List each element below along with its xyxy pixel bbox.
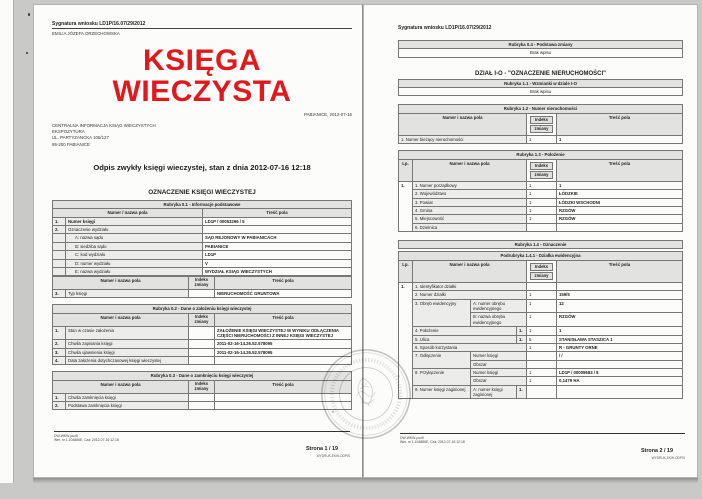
rubryka-0-3-table	[52, 371, 352, 410]
field-value: ŁÓDZKI WSCHODNI	[557, 198, 683, 206]
table-row	[399, 291, 683, 299]
change-index: 1	[527, 369, 557, 377]
change-index	[189, 340, 215, 348]
change-index: 1	[527, 343, 557, 351]
column-header-index: Indeks zmiany	[189, 277, 215, 290]
column-header: Numer / nazwa pola	[53, 209, 203, 217]
ordinal-number: 1.	[399, 181, 413, 231]
field-sublabel: A: numer księgi zaginionej	[471, 385, 517, 399]
column-header: Numer i nazwa pola	[53, 277, 189, 290]
rubryka-band: Rubryka 1.4 - Oznaczenie	[399, 241, 683, 249]
field-label: Chwila zapisania księgi	[66, 340, 189, 348]
change-index: 1	[527, 215, 557, 223]
table-row	[399, 343, 683, 351]
table-row	[53, 259, 352, 267]
field-value: 1	[557, 181, 683, 189]
sub-ordinal: 1.	[517, 385, 527, 399]
row-number: 4.	[53, 357, 66, 365]
ordinal-number: 1.	[399, 283, 413, 399]
footer-note: DW-WKW-poz5	[400, 435, 424, 440]
rubryka-0-1-table	[52, 200, 352, 276]
table-row	[53, 348, 352, 356]
scan-speck	[26, 52, 28, 54]
change-index	[527, 385, 557, 399]
field-value	[557, 223, 683, 231]
row-number: 3.	[53, 348, 66, 356]
change-index: 1	[527, 181, 557, 189]
field-label: D: numer wydziału	[66, 259, 203, 267]
table-row	[399, 385, 683, 399]
change-index	[527, 360, 557, 368]
field-label: 3. Powiat	[413, 198, 527, 206]
field-label: 6. Sposób korzystania	[413, 343, 527, 351]
section-title: OZNACZENIE KSIĘGI WIECZYSTEJ	[148, 189, 256, 196]
footer-note: Wer. nr 1.104886E, Cza: 2012-07-16 12:18	[54, 438, 119, 443]
field-sublabel: Numer księgi	[471, 369, 527, 377]
table-row	[53, 234, 352, 242]
issuer-address-line: 95-200 PABIANICE	[52, 141, 90, 147]
field-label: Data założenia dotychczasowej księgi wieczystej	[66, 357, 189, 365]
field-label: Numer księgi	[66, 217, 203, 225]
field-value	[557, 360, 683, 368]
scan-edge-strip	[0, 0, 14, 483]
table-row	[53, 326, 352, 340]
rubryka-band: Rubryka 0.2 - Dane o założeniu księgi wieczystej	[53, 305, 352, 313]
empty-entry: Brak wpisu	[399, 49, 683, 57]
row-number: 1.	[53, 217, 66, 225]
field-value: ZAŁOŻENIE KSIĘGI WIECZYSTEJ W WYNIKU ODŁĄCZENIA CZĘŚCI NIERUCHOMOŚCI Z INNEJ KSIĘGI WIECZYSTEJ	[215, 326, 352, 340]
table-row	[53, 217, 352, 225]
page-footer	[400, 433, 685, 460]
field-label: 5. Miejscowość	[413, 215, 527, 223]
field-label: 4. Położenie	[413, 327, 517, 335]
table-row	[399, 190, 683, 198]
field-sublabel: Numer księgi	[471, 352, 527, 360]
rubryka-0-2-table	[52, 304, 352, 365]
change-index	[527, 352, 557, 360]
field-value	[557, 283, 683, 291]
change-index: 1	[527, 136, 557, 144]
column-header: Numer i nazwa pola	[413, 260, 527, 282]
column-header-index: Indeks zmiany	[527, 260, 557, 282]
change-index	[189, 393, 215, 401]
footer-note: WYDRUK-EKW-ODPIS	[651, 456, 685, 461]
field-label: Typ księgi	[66, 290, 189, 298]
column-header: Numer i nazwa pola	[399, 113, 527, 135]
field-sublabel: Obszar	[471, 360, 527, 368]
column-header-index: Indeks zmiany	[527, 159, 557, 181]
table-row	[399, 207, 683, 215]
rubryka-0-1-table-2	[52, 276, 352, 298]
table-row	[53, 242, 352, 250]
field-label: 5. Ulica	[413, 335, 517, 343]
field-sublabel: B: nazwa obrębu ewidencyjnego	[471, 313, 527, 327]
table-row	[53, 401, 352, 409]
table-row	[53, 267, 352, 275]
table-row	[399, 352, 683, 360]
field-label: Oznaczenie wydziału	[66, 226, 203, 234]
rubryka-band: Podrubryka 1.4.1 - Działka ewidencyjna	[399, 252, 683, 260]
table-row	[399, 198, 683, 206]
change-index: 1	[527, 299, 557, 313]
column-header: Treść pola	[557, 260, 683, 282]
column-header: Lp.	[399, 260, 413, 282]
field-value: LD1P	[203, 251, 352, 259]
row-number: 2.	[53, 340, 66, 348]
field-value: WYDZIAŁ KSIĄG WIECZYSTYCH	[203, 267, 352, 275]
field-value: SĄD REJONOWY W PABIANICACH	[203, 234, 352, 242]
change-index: 1	[527, 313, 557, 327]
footer-note: DW-WKW-poz5	[54, 433, 78, 438]
field-label: Podstawa zamknięcia księgi	[66, 401, 189, 409]
field-label: 1. Identyfikator działki	[413, 283, 527, 291]
table-row	[53, 290, 352, 298]
change-index	[189, 401, 215, 409]
rubryka-1-3-table	[398, 150, 683, 232]
field-value	[557, 385, 683, 399]
rubryka-band: Rubryka 0.4 - Podstawa zmiany	[399, 41, 683, 49]
row-number: 3.	[53, 290, 66, 298]
change-index	[527, 223, 557, 231]
field-value: 0,1479 HA	[557, 377, 683, 385]
field-label: Stan w czasie założenia	[66, 326, 189, 340]
case-signature: Sygnatura wniosku LD1P/16.07/29/2012	[398, 25, 492, 31]
change-index: 1	[527, 198, 557, 206]
rubryka-1-2-table	[398, 104, 683, 144]
change-index	[189, 290, 215, 298]
column-header: Treść pola	[557, 159, 683, 181]
field-label: E: nazwa wydziału	[66, 267, 203, 275]
change-index: 5	[527, 335, 557, 343]
table-row	[399, 335, 683, 343]
column-header: Treść pola	[215, 313, 352, 326]
sub-ordinal: 1.	[517, 327, 527, 335]
podrubryka-1-4-1-table	[398, 251, 683, 399]
column-header: Lp.	[399, 159, 413, 181]
field-label: B: siedziba sądu	[66, 242, 203, 250]
rubryka-0-4-table	[398, 40, 683, 58]
issuer-address	[52, 123, 352, 149]
sub-ordinal: 1.	[517, 335, 527, 343]
field-sublabel: A: numer obrębu ewidencyjnego	[471, 299, 527, 313]
table-row	[53, 340, 352, 348]
applicant-name: EMILIA JÓZEFA ORZECHOWSKA	[52, 30, 120, 36]
change-index	[189, 357, 215, 365]
field-label: Chwila zamknięcia księgi	[66, 393, 189, 401]
place-date: PABIANICE, 2012-07-16	[304, 111, 352, 117]
field-value: ŁÓDZKIE	[557, 190, 683, 198]
page-shadow	[33, 478, 698, 483]
rubryka-band: Rubryka 1.3 - Położenie	[399, 151, 683, 159]
field-value: LD1P / 00053266 / 5	[203, 217, 352, 225]
column-header-index: Indeks zmiany	[189, 380, 215, 393]
footer-rule	[400, 433, 685, 434]
field-label: Chwila ujawnienia księgi	[66, 348, 189, 356]
row-number: 1.	[53, 393, 66, 401]
rubryka-1-4-band	[398, 240, 683, 249]
change-index: 1	[527, 377, 557, 385]
field-sublabel: Obszar	[471, 377, 527, 385]
column-header: Treść pola	[557, 113, 683, 135]
field-value: RZGÓW	[557, 207, 683, 215]
field-label: A: nazwa sądu	[66, 234, 203, 242]
change-index	[189, 348, 215, 356]
change-index: 1	[527, 327, 557, 335]
column-header: Numer i nazwa pola	[53, 313, 189, 326]
field-label: 2. Województwo	[413, 190, 527, 198]
page-number: Strona 2 / 19	[640, 448, 673, 455]
chapter-title: DZIAŁ I-O - "OZNACZENIE NIERUCHOMOŚCI"	[474, 70, 607, 77]
row-number: 2.	[53, 401, 66, 409]
change-index: 1	[527, 291, 557, 299]
table-row	[399, 369, 683, 377]
scan-speck	[28, 13, 30, 16]
field-value: R - GRUNTY ORNE	[557, 343, 683, 351]
field-value: NIERUCHOMOŚĆ GRUNTOWA	[215, 290, 352, 298]
field-label: 6. Dzielnica	[413, 223, 527, 231]
page-number: Strona 1 / 19	[305, 446, 338, 453]
table-row	[53, 251, 352, 259]
field-value: 159/5	[557, 291, 683, 299]
court-seal-stamp-icon	[309, 337, 423, 451]
column-header: Treść pola	[215, 380, 352, 393]
field-value: 1	[557, 136, 683, 144]
field-label: 2. Numer działki	[413, 291, 527, 299]
issuer-address-line: UL. PARTYZANCKA 105/127	[52, 135, 109, 141]
case-signature: Sygnatura wniosku LD1P/16.07/29/2012	[52, 21, 352, 29]
rubryka-1-1-table	[398, 79, 683, 97]
rubryka-band: Rubryka 0.1 - Informacje podstawowe	[53, 201, 352, 209]
document-title: KSIĘGA WIECZYSTA	[112, 43, 292, 108]
table-row	[399, 283, 683, 291]
field-value: 2011-02-16-14.26.52.578095	[215, 340, 352, 348]
field-value: 12	[557, 299, 683, 313]
field-value: STANISŁAWA STASZICA 1	[557, 335, 683, 343]
rubryka-band: Rubryka 1.2 - Numer nieruchomości	[399, 105, 683, 113]
field-label: 1. Numer porządkowy	[413, 181, 527, 189]
table-row	[399, 181, 683, 189]
change-index	[189, 326, 215, 340]
table-row	[53, 357, 352, 365]
footer-rule	[54, 431, 350, 432]
field-label: 9. Numer księgi zaginionej	[413, 385, 471, 399]
change-index: 1	[527, 207, 557, 215]
table-row	[399, 215, 683, 223]
column-header-index: Indeks zmiany	[189, 313, 215, 326]
page-footer	[54, 431, 350, 458]
field-label: 1. Numer bieżący nieruchomości	[399, 136, 527, 144]
column-header: Numer i nazwa pola	[413, 159, 527, 181]
field-value	[203, 226, 352, 234]
field-label: 4. Gmina	[413, 207, 527, 215]
change-index: 1	[527, 190, 557, 198]
row-number: 1.	[53, 326, 66, 340]
rubryka-band: Rubryka 1.1 - Wzmianki w dziale I-O	[399, 79, 683, 87]
table-row	[399, 223, 683, 231]
field-value: 1	[557, 327, 683, 335]
table-row	[399, 327, 683, 335]
field-value: LD1P / 00009683 / 8	[557, 369, 683, 377]
column-header-index: Indeks zmiany	[527, 113, 557, 135]
empty-entry: Brak wpisu	[399, 88, 683, 96]
field-label: 3. Obręb ewidencyjny	[413, 299, 471, 326]
field-value: PABIANICE	[203, 242, 352, 250]
change-index	[527, 283, 557, 291]
table-row	[53, 393, 352, 401]
rubryka-band: Rubryka 0.3 - Dane o zamknięciu księgi wieczystej	[53, 372, 352, 380]
field-value: 2011-02-16-14.26.52.578095	[215, 348, 352, 356]
table-row	[399, 299, 683, 313]
issuer-address-line: EKSPOZYTURA	[52, 128, 85, 134]
field-label: C: kod wydziału	[66, 251, 203, 259]
field-value: V	[203, 259, 352, 267]
footer-note: Wer. nr 1.104886E, Cza: 2012-07-16 12:18	[400, 440, 465, 445]
excerpt-subtitle: Odpis zwykły księgi wieczystej, stan z dnia 2012-07-16 12:18	[93, 163, 311, 172]
column-header: Numer i nazwa pola	[53, 380, 189, 393]
field-label: 8. Przyłączenie	[413, 369, 471, 386]
table-row	[399, 136, 683, 144]
row-number: 2.	[53, 226, 66, 234]
table-row	[53, 226, 352, 234]
column-header: Treść pola	[203, 209, 352, 217]
footer-note: WYDRUK-EKW-ODPIS	[316, 454, 350, 459]
issuer-address-line: CENTRALNA INFORMACJA KSIĄG WIECZYSTYCH	[52, 122, 156, 128]
field-value: RZGÓW	[557, 215, 683, 223]
field-value: RZGÓW	[557, 313, 683, 327]
field-value: / /	[557, 352, 683, 360]
field-label: 7. Odłączenie	[413, 352, 471, 369]
document-page-1	[33, 4, 363, 478]
column-header: Treść pola	[215, 277, 352, 290]
